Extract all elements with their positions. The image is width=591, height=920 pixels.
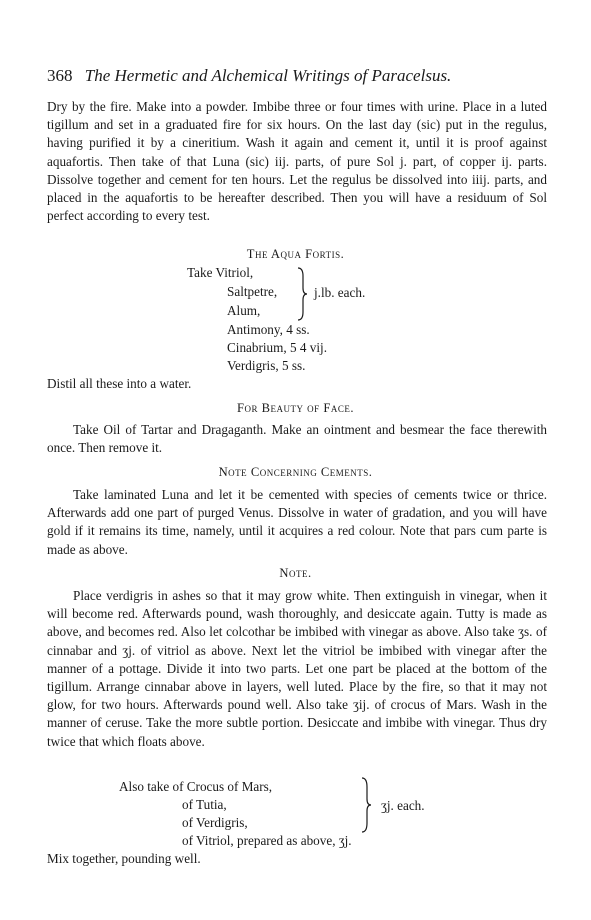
note-item-verdigris: of Verdigris, xyxy=(182,815,248,830)
note-brace-note: ʒj. each. xyxy=(381,798,425,813)
running-title: The Hermetic and Alchemical Writings of Paracelsus. xyxy=(84,66,452,85)
curly-brace-icon xyxy=(296,266,308,322)
page-header xyxy=(47,66,547,86)
intro-paragraph: Dry by the fire. Make into a powder. Imbibe three or four times with urine. Place in a luted tigillum and set in a graduated fire for six hours. On the last day (sic) put in the regulus, having purified it by a cineritium. Wash it again and cement it, until it is proof against aquafortis. Then take of that Luna (sic) iij. parts, of pure Sol j. part, of copper ij. parts. Dissolve together and cement for ten hours. Let the regulus be dissolved into iiij. parts, and placed in the aquafortis to be hereafter described. Then you will have a residuum of Sol perfect according to every test. xyxy=(47,99,547,224)
recipe-item-alum: Alum, xyxy=(227,303,261,318)
recipe-item-verdigris: Verdigris, 5 ss. xyxy=(227,358,306,373)
curly-brace-icon xyxy=(360,776,372,834)
page-number: 368 xyxy=(47,66,73,85)
recipe-take-vitriol: Take Vitriol, xyxy=(187,265,254,280)
recipe-closing: Distil all these into a water. xyxy=(47,376,192,391)
note-item-vitriol: of Vitriol, prepared as above, ʒj. xyxy=(182,833,352,848)
aqua-fortis-heading: The Aqua Fortis. xyxy=(246,247,345,261)
note-heading: Note. xyxy=(279,566,312,580)
recipe-item-saltpetre: Saltpetre, xyxy=(227,284,278,299)
note-paragraph: Place verdigris in ashes so that it may grow white. Then extinguish in vinegar, when it will become red. Afterwards pound, wash thoroughly, and desiccate again. Tutty is made as above, and becomes red. Also let colcothar be imbibed with vinegar as above. Also take ʒs. of cinnabar and ʒj. of vitriol as above. Next let the vitriol be imbibed with vinegar after the manner of a pottage. Divide it into two parts. Let one part be placed at the bottom of the tigillum. Arrange cinnabar above in layers, well luted. Place by the fire, so that it may not glow, for two hours. Afterwards pound well. Also take ʒij. of crocus of Mars. Wash in the manner of ceruse. Take the more subtle portion. Desiccate and imbibe with vinegar. Thus dry twice that which floats above. xyxy=(47,588,547,749)
note-also-take: Also take of Crocus of Mars, xyxy=(119,779,273,794)
recipe-brace-note: j.lb. each. xyxy=(314,285,366,300)
recipe-item-cinabrium: Cinabrium, 5 4 vij. xyxy=(227,340,328,355)
cements-heading: Note Concerning Cements. xyxy=(218,465,373,479)
beauty-paragraph: Take Oil of Tartar and Dragaganth. Make an ointment and besmear the face therewith once. Then remove it. xyxy=(47,422,547,456)
note-closing: Mix together, pounding well. xyxy=(47,851,201,866)
note-item-tutia: of Tutia, xyxy=(182,797,227,812)
beauty-heading: For Beauty of Face. xyxy=(236,401,354,415)
recipe-item-antimony: Antimony, 4 ss. xyxy=(227,322,310,337)
cements-paragraph: Take laminated Luna and let it be cemented with species of cements twice or thrice. Afterwards add one part of purged Venus. Dissolve in water of gradation, and you will have gold if it remains its time, namely, until it acquires a red colour. Note that pars cum parte is made as above. xyxy=(47,487,547,557)
